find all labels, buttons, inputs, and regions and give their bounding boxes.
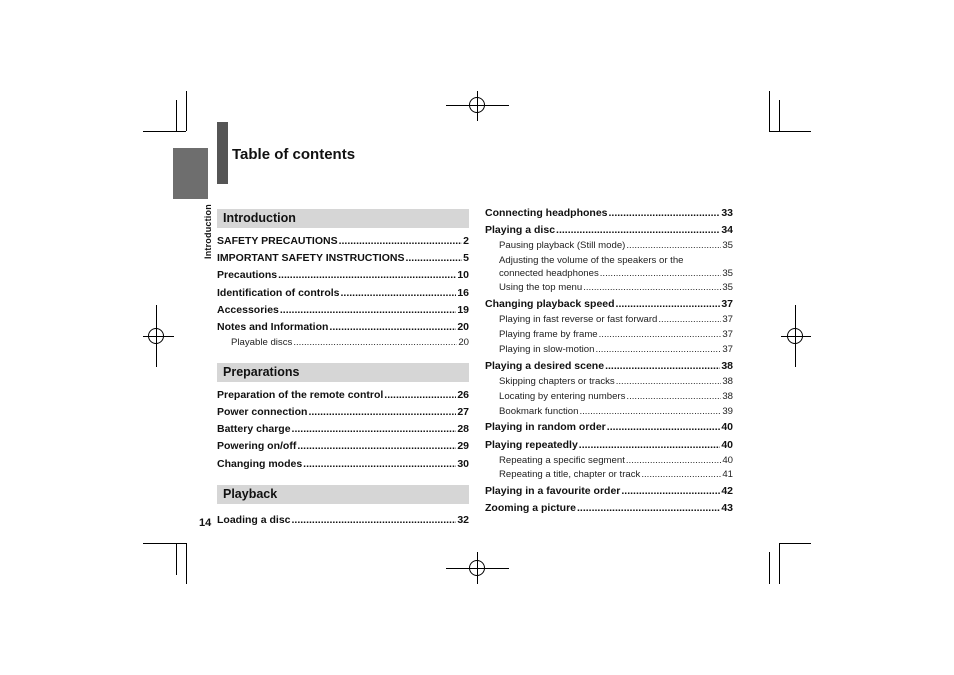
toc-entry[interactable]: Playing in a favourite order ..... 42 [485, 483, 733, 500]
toc-subentry[interactable]: Skipping chapters or tracks ..... 38 [485, 375, 733, 390]
toc-subentry[interactable]: Playing in slow-motion ..... 37 [485, 343, 733, 358]
toc-entry[interactable]: Precautions ..... 10 [217, 267, 469, 284]
title-accent-bar [217, 122, 228, 184]
toc-left-column [217, 209, 469, 529]
section-tab-block [173, 148, 208, 199]
section-header-playback: Playback [217, 485, 469, 504]
toc-entry[interactable]: Battery charge ..... 28 [217, 421, 469, 438]
toc-subentry[interactable]: Adjusting the volume of the speakers or the connected headphones ..... 35 [485, 254, 733, 281]
toc-subentry[interactable]: Playable discs ..... 20 [217, 336, 469, 351]
toc-entry[interactable]: Powering on/off ..... 29 [217, 438, 469, 455]
toc-entry[interactable]: Changing modes ..... 30 [217, 456, 469, 473]
toc-entry[interactable]: Connecting headphones ..... 33 [485, 205, 733, 222]
toc-subentry[interactable]: Bookmark function ..... 39 [485, 405, 733, 420]
toc-entry[interactable]: Playing repeatedly ..... 40 [485, 437, 733, 454]
toc-right-column [485, 205, 733, 518]
toc-subentry[interactable]: Using the top menu ..... 35 [485, 281, 733, 296]
toc-subentry[interactable]: Playing in fast reverse or fast forward ..... 37 [485, 313, 733, 328]
toc-subentry-line1: Adjusting the volume of the speakers or the [499, 255, 684, 267]
toc-entry[interactable]: Loading a disc ..... 32 [217, 512, 469, 529]
toc-subentry[interactable]: Locating by entering numbers ..... 38 [485, 390, 733, 405]
toc-entry[interactable]: Playing in random order ..... 40 [485, 419, 733, 436]
toc-subentry[interactable]: Playing frame by frame ..... 37 [485, 328, 733, 343]
toc-subentry[interactable]: Repeating a specific segment ..... 40 [485, 454, 733, 469]
toc-entry[interactable]: Notes and Information ..... 20 [217, 319, 469, 336]
toc-entry[interactable]: Changing playback speed ..... 37 [485, 296, 733, 313]
toc-entry[interactable]: Preparation of the remote control ..... 26 [217, 387, 469, 404]
section-header-preparations: Preparations [217, 363, 469, 382]
toc-entry[interactable]: Power connection ..... 27 [217, 404, 469, 421]
toc-subentry[interactable]: Repeating a title, chapter or track ..... 41 [485, 468, 733, 483]
page-number: 14 [199, 517, 212, 529]
section-tab-label: Introduction [203, 204, 213, 259]
toc-entry[interactable]: Zooming a picture ..... 43 [485, 500, 733, 517]
toc-entry[interactable]: Playing a disc ..... 34 [485, 222, 733, 239]
toc-subentry[interactable]: Pausing playback (Still mode) ..... 35 [485, 239, 733, 254]
toc-entry[interactable]: Identification of controls ..... 16 [217, 285, 469, 302]
toc-entry[interactable]: Accessories ..... 19 [217, 302, 469, 319]
toc-entry[interactable]: IMPORTANT SAFETY INSTRUCTIONS ..... 5 [217, 250, 469, 267]
section-header-introduction: Introduction [217, 209, 469, 228]
toc-entry[interactable]: Playing a desired scene ..... 38 [485, 358, 733, 375]
toc-entry[interactable]: SAFETY PRECAUTIONS ..... 2 [217, 233, 469, 250]
page-title: Table of contents [232, 146, 356, 163]
